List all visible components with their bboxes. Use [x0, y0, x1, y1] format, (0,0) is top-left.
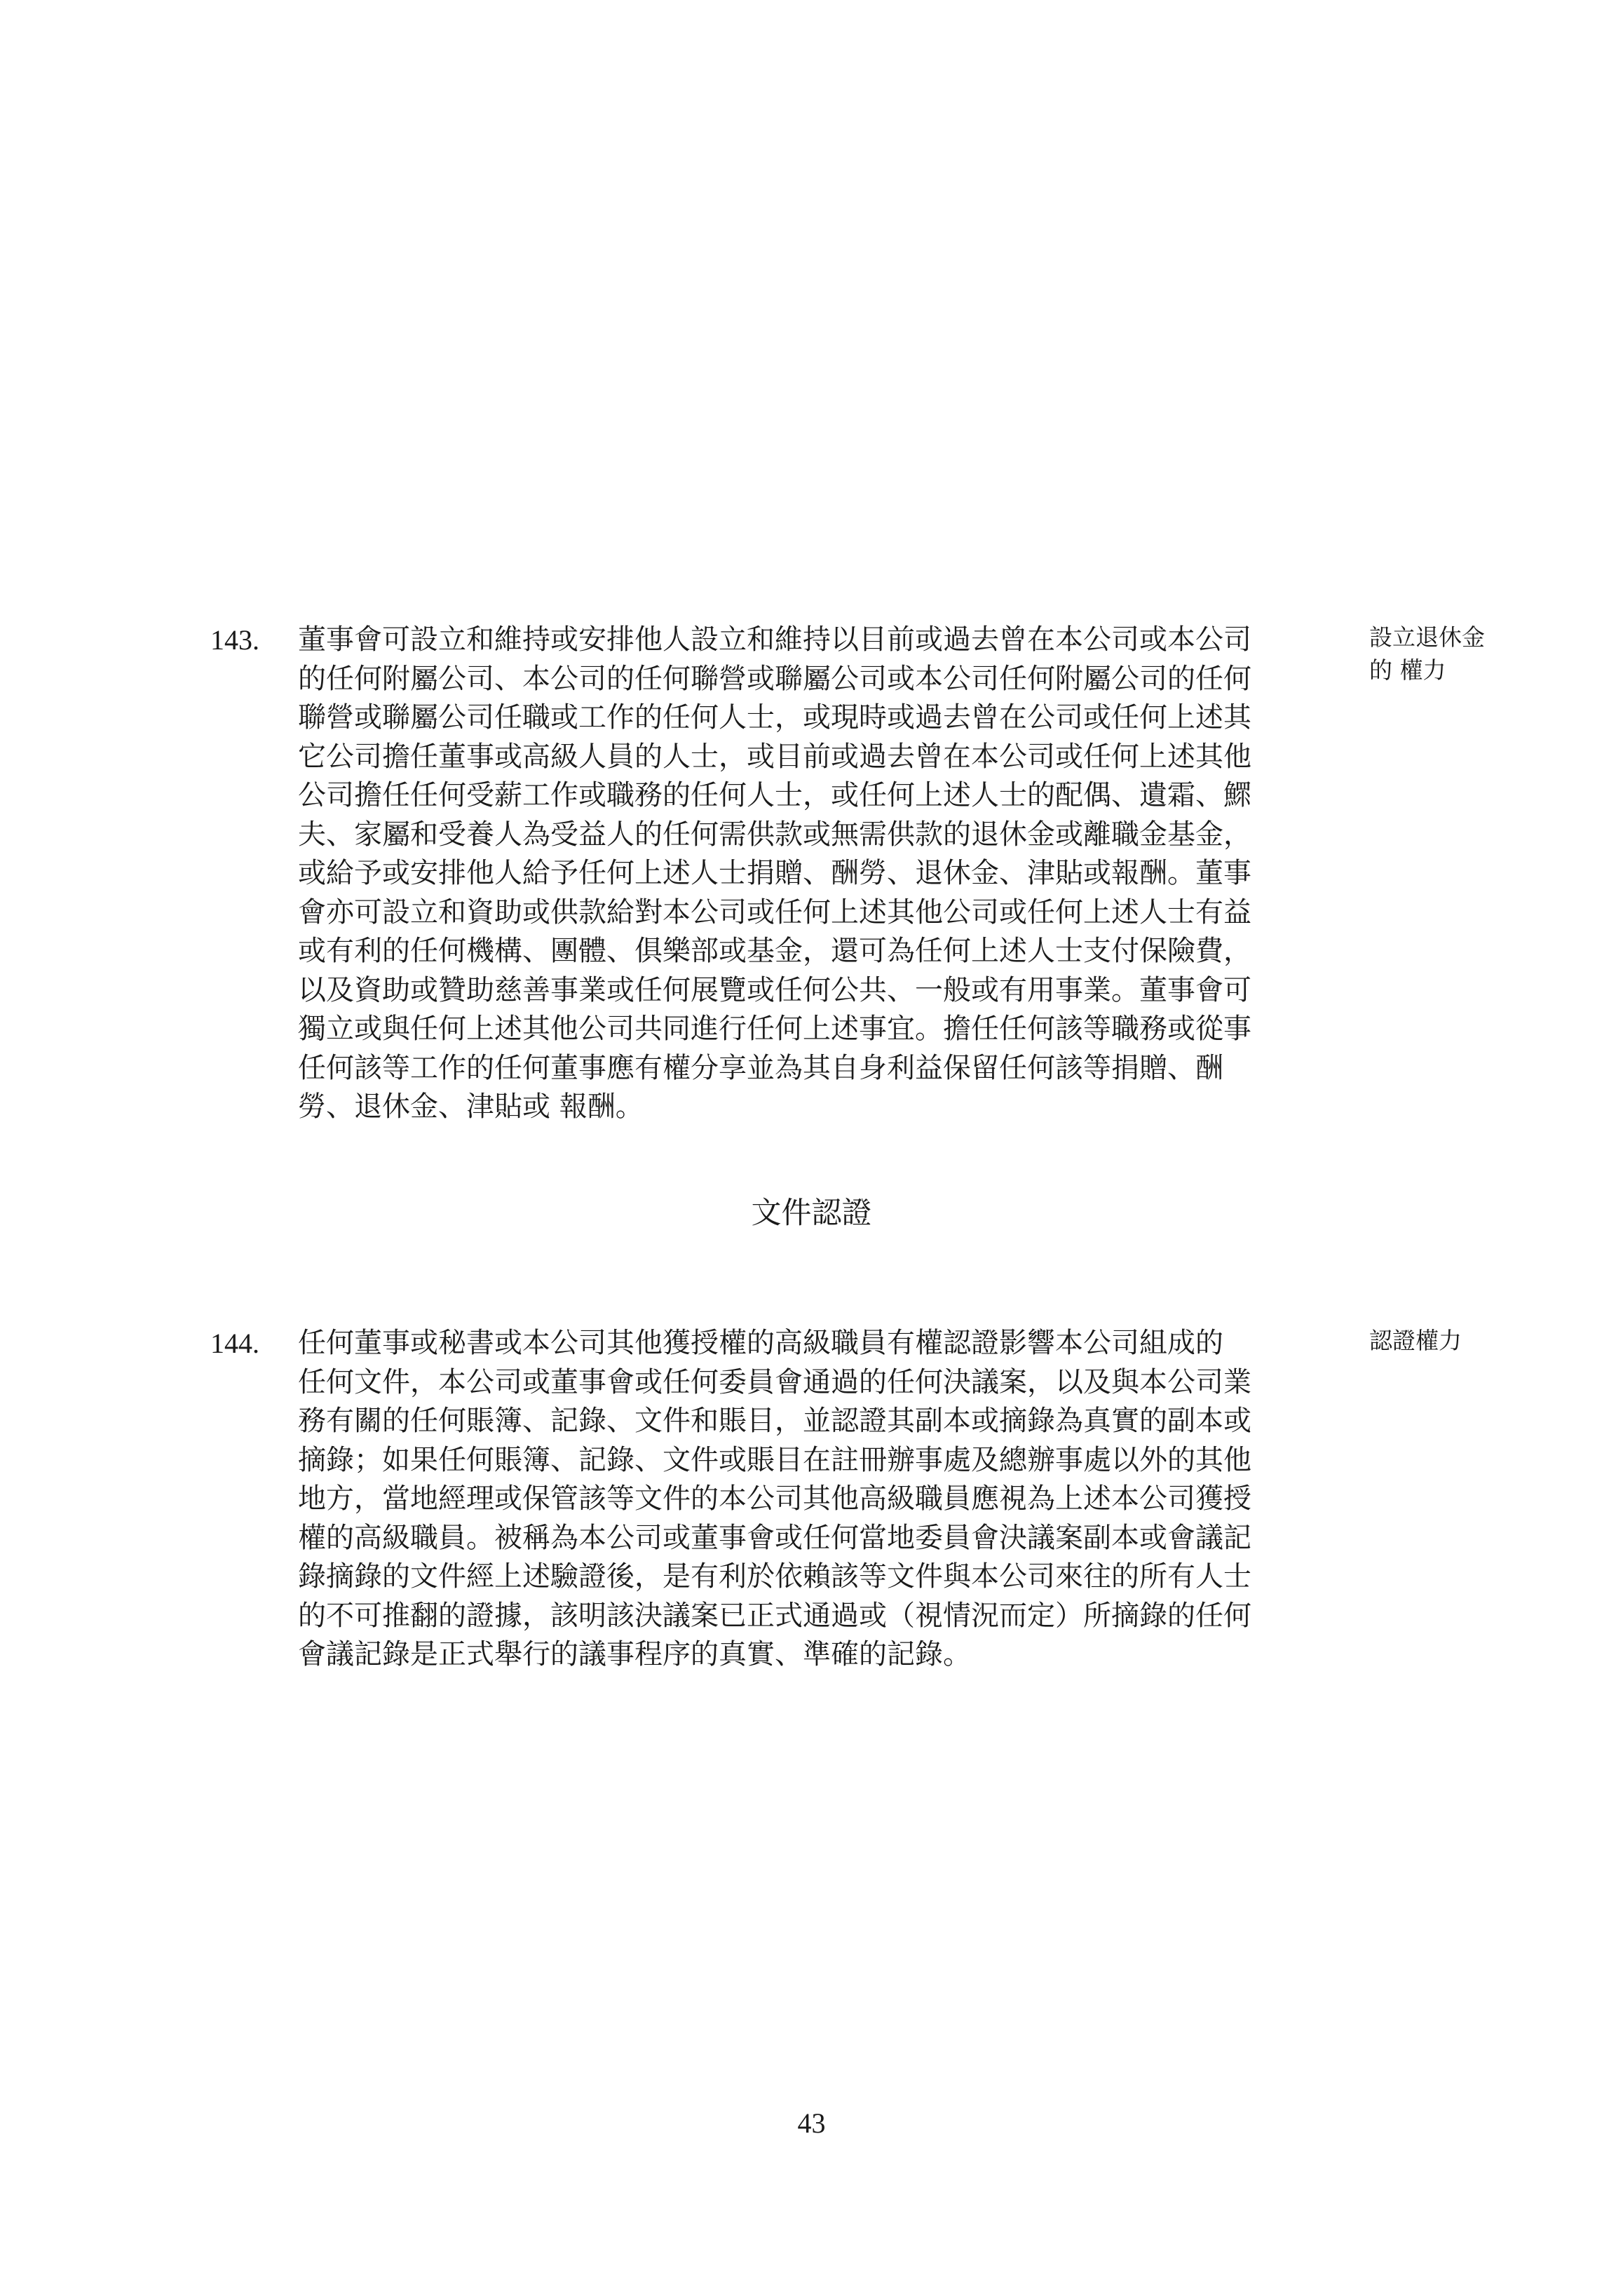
article-body: [298, 621, 1350, 1127]
article-line: 權的高級職員。被稱為本公司或董事會或任何當地委員會決議案副本或會議記: [298, 1521, 1251, 1554]
article-line: 以及資助或贊助慈善事業或任何展覽或任何公共、一般或有用事業。董事會可: [298, 973, 1251, 1006]
side-note: [1369, 1324, 1462, 1357]
article-line: 獨立或與任何上述其他公司共同進行任何上述事宜。擔任任何該等職務或從事: [298, 1013, 1251, 1045]
side-note-line: 設立退休金: [1369, 623, 1485, 651]
article-line: 會議記錄是正式舉行的議事程序的真實、準確的記錄。: [298, 1638, 971, 1670]
article-line: 董事會可設立和維持或安排他人設立和維持以目前或過去曾在本公司或本公司: [298, 623, 1251, 656]
article-line: 夫、家屬和受養人為受益人的任何需供款或無需供款的退休金或離職金基金，: [298, 818, 1251, 851]
article-line: 任何該等工作的任何董事應有權分享並為其自身利益保留任何該等捐贈、酬: [298, 1051, 1223, 1084]
article-line: 任何文件，本公司或董事會或任何委員會通過的任何決議案，以及與本公司業: [298, 1365, 1251, 1398]
article-line: 聯營或聯屬公司任職或工作的任何人士，或現時或過去曾在公司或任何上述其: [298, 701, 1251, 734]
article-line: 勞、退休金、津貼或 報酬。: [298, 1090, 644, 1123]
page-number: 43: [797, 2107, 826, 2139]
article-line: 公司擔任任何受薪工作或職務的任何人士，或任何上述人士的配偶、遺霜、鰥: [298, 779, 1251, 811]
article-line: 地方，當地經理或保管該等文件的本公司其他高級職員應視為上述本公司獲授: [298, 1483, 1251, 1515]
article-line: 錄摘錄的文件經上述驗證後，是有利於依賴該等文件與本公司來往的所有人士: [298, 1560, 1251, 1593]
article-line: 或給予或安排他人給予任何上述人士捐贈、酬勞、退休金、津貼或報酬。董事: [298, 857, 1251, 889]
article-body: [298, 1324, 1350, 1675]
article-line: 或有利的任何機構、團體、俱樂部或基金，還可為任何上述人士支付保險費，: [298, 935, 1251, 967]
article-line: 會亦可設立和資助或供款給對本公司或任何上述其他公司或任何上述人士有益: [298, 896, 1251, 928]
side-note: [1369, 621, 1485, 687]
article-line: 它公司擔任董事或高級人員的人士，或目前或過去曾在本公司或任何上述其他: [298, 740, 1251, 773]
article-line: 的不可推翻的證據，該明該決議案已正式通過或（視情況而定）所摘錄的任何: [298, 1599, 1251, 1632]
side-note-line: 的 權力: [1369, 656, 1446, 684]
article-line: 任何董事或秘書或本公司其他獲授權的高級職員有權認證影響本公司組成的: [298, 1327, 1223, 1359]
section-heading: 文件認證: [751, 1196, 872, 1231]
side-note-line: 認證權力: [1369, 1327, 1462, 1354]
article-line: 摘錄；如果任何賬簿、記錄、文件或賬目在註冊辦事處及總辦事處以外的其他: [298, 1443, 1251, 1476]
article-number: 143.: [210, 624, 259, 656]
article-number: 144.: [210, 1328, 259, 1359]
article-line: 務有關的任何賬簿、記錄、文件和賬目，並認證其副本或摘錄為真實的副本或: [298, 1405, 1251, 1437]
article-line: 的任何附屬公司、本公司的任何聯營或聯屬公司或本公司任何附屬公司的任何: [298, 662, 1251, 695]
